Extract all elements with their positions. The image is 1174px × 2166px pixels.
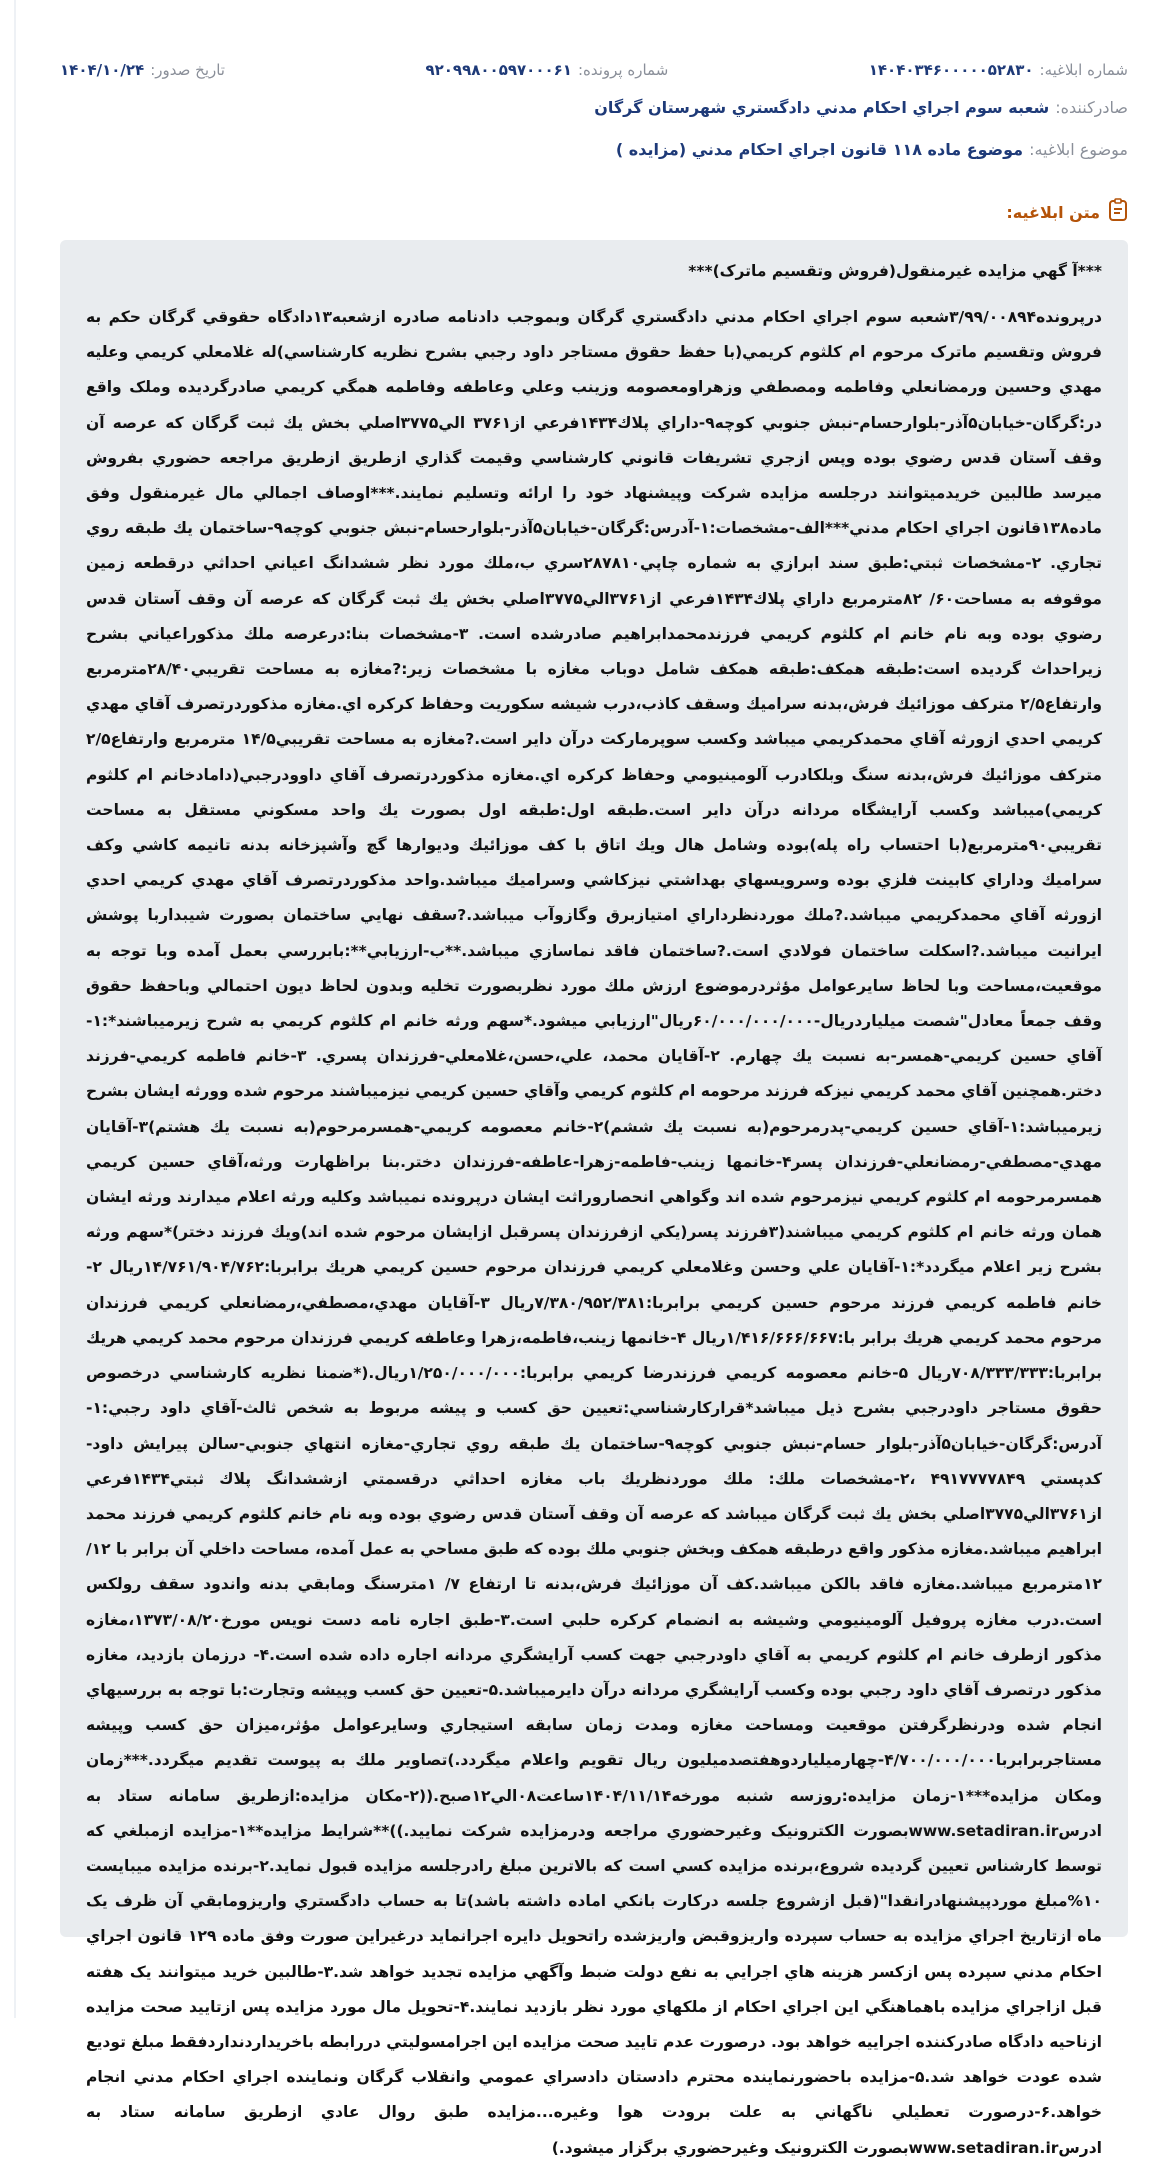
notice-number-label: شماره ابلاغیه: (1039, 61, 1128, 79)
subject-row (616, 140, 1128, 159)
case-number (425, 61, 668, 79)
subject-value: موضوع ماده ۱۱۸ قانون اجراي احكام مدني (مزايده ) (615, 140, 1024, 159)
case-number-label: شماره پرونده: (577, 61, 669, 79)
issue-date (60, 61, 225, 79)
notice-number-value: ۱۴۰۴۰۳۴۶۰۰۰۰۰۵۲۸۳۰ (868, 61, 1034, 79)
notice-text-box (60, 240, 1128, 2157)
issue-date-label: تاریخ صدور: (150, 61, 225, 79)
sender-value: شعبه سوم اجراي احكام مدني دادگستري شهرستان گرگان (594, 98, 1050, 117)
notice-text-heading (1006, 198, 1128, 226)
sender-row (594, 98, 1128, 117)
case-number-value: ۹۲۰۹۹۸۰۰۵۹۷۰۰۰۶۱ (425, 61, 572, 79)
sender-label: صادرکننده: (1055, 98, 1128, 117)
notice-title: ***آ گهي مزايده غيرمنقول(فروش وتقسيم ماترک)*** (688, 262, 1102, 280)
subject-label: موضوع ابلاغیه: (1029, 140, 1128, 159)
issue-date-value: ۱۴۰۴/۱۰/۲۴ (60, 61, 145, 79)
notice-number (869, 61, 1128, 79)
notice-meta-row (60, 56, 1128, 84)
notice-body: درپرونده۳/۹۹/۰۰۸۹۴شعبه سوم اجراي احكام مدني دادگستري گرگان وبموجب دادنامه صادره ازشعبه۱۳دادگاه حقوقي گرگان حكم به فروش وتقسيم ماترک مرحوم ام كلثوم كريمي(با حفظ حقوق مستاجر داود رجبي بشرح نظريه كارشناسي)له غلامعلي كريمي وعليه مهدي وحسين ورمضانعلي وفاطمه ومصطفي وزهراومعصومه وزينب وعلي وعاطفه وفاطمه همگي كريمي صادرگرديده وملک واقع در:گرگان-خيابان۵آذر-بلوارحسام-نبش جنوبي كوچه۹-داراي پلاك۱۴۳۴فرعي از۳۷۶۱ الي۳۷۷۵اصلي بخش يك ثبت گرگان كه عرصه آن وقف آستان قدس رضوي بوده وپس ازجري تشريفات قانوني كارشناسي وقيمت گذاري ازطريق ازطريق مراجعه حضوري بفروش ميرسد طالبين خريدميتوانند درجلسه مزايده شركت وپيشنهاد خود را ارائه وتسليم نمايند.***اوصاف اجمالي مال غيرمنقول وفق ماده۱۳۸قانون اجراي احكام مدني***الف-مشخصات:۱-آدرس:گرگان-خيابان۵آذر-بلوارحسام-نبش جنوبي كوچه۹-ساختمان يك طبقه روي تجاري. ۲-مشخصات ثبتي:طبق سند ابرازي به شماره چاپي۲۸۷۸۱۰سري ب،ملك مورد نظر ششدانگ اعياني احداثي درقطعه زمين موقوفه به مساحت۶۰/ ۸۲مترمربع داراي پلاك۱۴۳۴فرعي از۳۷۶۱الي۳۷۷۵اصلي بخش يك ثبت گرگان كه عرصه آن وقف آستان قدس رضوي بوده وبه نام خانم ام كلثوم كريمي فرزندمحمدابراهيم صادرشده است. ۳-مشخصات بنا:درعرصه ملك مذكوراعياني بشرح زيراحداث گرديده است:طبقه همكف:طبقه همكف شامل دوباب مغازه با مشخصات زير:?مغازه به مساحت تقريبي۲۸/۴۰مترمربع وارتفاع۲/۵ متركف موزائيك فرش،بدنه سراميك وسقف كاذب،درب شيشه سكوريت وحفاظ كركره اي.مغازه مذكوردرتصرف آقاي مهدي كريمي احدي ازورثه آقاي محمدكريمي ميباشد وكسب سوپرماركت درآن داير است.?مغازه به مساحت تقريبي۱۴/۵ مترمربع وارتفاع۲/۵ متركف موزائيك فرش،بدنه سنگ وبلكادرب آلومينيومي وحفاظ كركره اي.مغازه مذكوردرتصرف آقاي داوودرجبي(دامادخانم ام كلثوم كريمي)ميباشد وكسب آرايشگاه مردانه درآن داير است.طبقه اول:طبقه اول بصورت يك واحد مسكوني مستقل به مساحت تقريبي۹۰مترمربع(با احتساب راه پله)بوده وشامل هال ويك اتاق با كف موزائيك وديوارها گچ وآشپزخانه بدنه تانيمه كاشي وكف سراميك وداراي كابينت فلزي بوده وسرويسهاي بهداشتي نيزكاشي وسراميك ميباشد.واحد مذكوردرتصرف آقاي مهدي كريمي احدي ازورثه آقاي محمدكريمي ميباشد.?ملك موردنظرداراي امتيازبرق وگازوآب ميباشد.?سقف نهايي ساختمان بصورت شيبداربا پوشش ايرانيت ميباشد.?اسكلت ساختمان فولادي است.?ساختمان فاقد نماسازي ميباشد.**ب-ارزيابي**:بابررسي بعمل آمده وبا توجه به موقعيت،مساحت وبا لحاظ سايرعوامل مؤثردرموضوع ارزش ملك مورد نظربصورت تخليه وبدون لحاظ ديون احتمالي وباحفظ حقوق وقف جمعاً معادل"شصت ميلياردريال-۶۰/۰۰۰/۰۰۰/۰۰۰ريال"ارزيابي ميشود.*سهم ورثه خانم ام كلثوم كريمي به شرح زيرميباشند*:۱-آقاي حسين كريمي-همسر-به نسبت يك چهارم. ۲-آقايان محمد، علي،حسن،غلامعلي-فرزندان پسري. ۳-خانم فاطمه كريمي-فرزند دختر.همچنين آقاي محمد كريمي نيزكه فرزند مرحومه ام كلثوم كريمي وآقاي حسين كريمي نيزميباشند مرحوم شده وورثه ايشان بشرح زيرميباشد:۱-آقاي حسين كريمي-پدرمرحوم(به نسبت يك ششم)۲-خانم معصومه كريمي-همسرمرحوم(به نسبت يك هشتم)۳-آقايان مهدي-مصطفي-رمضانعلي-فرزندان پسر۴-خانمها زينب-فاطمه-زهرا-عاطفه-فرزندان دختر.بنا براظهارت ورثه،آقاي حسين كريمي همسرمرحومه ام كلثوم كريمي نيزمرحوم شده اند وگواهي انحصاروراثت ايشان درپرونده نميباشد وكليه ورثه اعلام ميدارند ورثه ايشان همان ورثه خانم ام كلثوم كريمي ميباشند(۳فرزند پسر(يكي ازفرزندان پسرقبل ازايشان مرحوم شده اند)ويك فرزند دختر)*سهم ورثه بشرح زير اعلام ميگردد*:۱-آقايان علي وحسن وغلامعلي كريمي فرزندان مرحوم حسين كريمي هريك برابربا:۱۴/۷۶۱/۹۰۴/۷۶۲ريال ۲-خانم فاطمه كريمي فرزند مرحوم حسين كريمي برابربا:۷/۳۸۰/۹۵۲/۳۸۱ريال ۳-آقايان مهدي،مصطفي،رمضانعلي كريمي فرزندان مرحوم محمد كريمي هريك برابر با:۱/۴۱۶/۶۶۶/۶۶۷ريال ۴-خانمها زينب،فاطمه،زهرا وعاطفه كريمي فرزندان مرحوم محمد كريمي هريك برابربا:۷۰۸/۳۳۳/۳۳۳ريال ۵-خانم معصومه كريمي فرزندرضا كريمي برابربا:۱/۲۵۰/۰۰۰/۰۰۰ريال.(*ضمنا نظريه كارشناسي درخصوص حقوق مستاجر داودرجبي بشرح ذيل ميباشد*قرارکارشناسي:تعيين حق كسب و پيشه مربوط به شخص ثالث-آقاي داود رجبي:۱- آدرس:گرگان-خيابان۵آذر-بلوار حسام-نبش جنوبي كوچه۹-ساختمان يك طبقه روي تجاري-مغازه انتهاي جنوبي-سالن پيرايش داود-كدپستي ۴۹۱۷۷۷۷۸۴۹ ،۲-مشخصات ملك: ملك موردنظريك باب مغازه احداثي درقسمتي ازششدانگ پلاك ثبتي۱۴۳۴فرعي از۳۷۶۱الي۳۷۷۵اصلي بخش يك ثبت گرگان ميباشد كه عرصه آن وقف آستان قدس رضوي بوده وبه نام خانم كلثوم كريمي فرزند محمد ابراهيم ميباشد.مغازه مذكور واقع درطبقه همكف وبخش جنوبي ملك بوده كه طبق مساحي به عمل آمده، مساحت داخلي آن برابر با ۱۲/ ۱۲مترمربع ميباشد.مغازه فاقد بالكن ميباشد.كف آن موزائيك فرش،بدنه تا ارتفاع ۷/ ۱مترسنگ ومابقي بدنه واندود سقف رولكس است.درب مغازه پروفيل آلومينيومي وشيشه به انضمام كركره حلبي است.۳-طبق اجاره نامه دست نويس مورخ۱۳۷۳/۰۸/۲۰،مغازه مذكور ازطرف خانم ام كلثوم كريمي به آقاي داودرجبي جهت كسب آرايشگري مردانه اجاره داده شده است.۴- درزمان بازديد، مغازه مذكور درتصرف آقاي داود رجبي بوده وكسب آرايشگري مردانه درآن دايرميباشد.۵-تعيين حق كسب وپيشه وتجارت:با توجه به بررسيهاي انجام شده ودرنظرگرفتن موقعيت ومساحت مغازه ومدت زمان سابقه استيجاري وسايرعوامل مؤثر،ميزان حق كسب وپيشه مستاجربرابربا۴/۷۰۰/۰۰۰/۰۰۰-چهارميلياردوهفتصدميليون ريال تقويم واعلام ميگردد.)تصاوير ملك به پيوست تقديم ميگردد.***زمان ومكان مزايده***۱-زمان مزايده:روزسه شنبه مورخه۱۴۰۴/۱۱/۱۴ساعت۰۸الي۱۲صبح.((۲-مكان مزايده:ازطريق سامانه ستاد به ادرسwww.setadiran.irبصورت الكترونيک وغيرحضوري مراجعه ودرمزايده شركت نماييد.))**شرايط مزايده**۱-مزايده ازمبلغي كه توسط كارشناس تعيين گرديده شروع،برنده مزايده كسي است كه بالاترين مبلغ رادرجلسه مزايده قبول نمايد.۲-برنده مزايده ميبايست ۱۰%مبلغ موردپيشنهادرانقدا"(قبل ازشروع جلسه دركارت بانكي اماده داشته باشد)تا به حساب دادگستري واريزومابقي آن ظرف يک ماه ازتاريخ اجراي مزايده به حساب سپرده واريزوقبض واريزشده راتحويل دايره اجرانمايد درغيراين صورت وفق ماده ۱۲۹ قانون اجراي احكام مدني سپرده پس ازكسر هزينه هاي اجرايي به نفع دولت ضبط وآگهي مزايده تجديد خواهد شد.۳-طالبين خريد ميتوانند يک هفته قبل ازاجراي مزايده باهماهنگي اين اجراي احكام از ملكهاي مورد نظر بازديد نمايند.۴-تحويل مال مورد مزايده پس ازتاييد صحت مزايده ازناحيه دادگاه صادركننده اجراييه خواهد بود. درصورت عدم تاييد صحت مزايده اين اجرامسوليتي دررابطه باخريداردنداردفقط مبلغ توديع شده عودت خواهد شد.۵-مزايده باحضورنماينده محترم دادستان دادسراي عمومي وانقلاب گرگان ونماينده اجراي احكام مدني انجام خواهد.۶-درصورت تعطيلي ناگهاني به علت برودت هوا وغيره...مزايده طبق روال عادي ازطريق سامانه ستاد به ادرسwww.setadiran.irبصورت الكترونيک وغيرحضوري برگزار ميشود.) (86, 308, 1103, 2157)
notice-text-label: متن ابلاغیه: (1006, 202, 1100, 222)
page-border (14, 0, 16, 2018)
document-icon (1108, 198, 1128, 226)
